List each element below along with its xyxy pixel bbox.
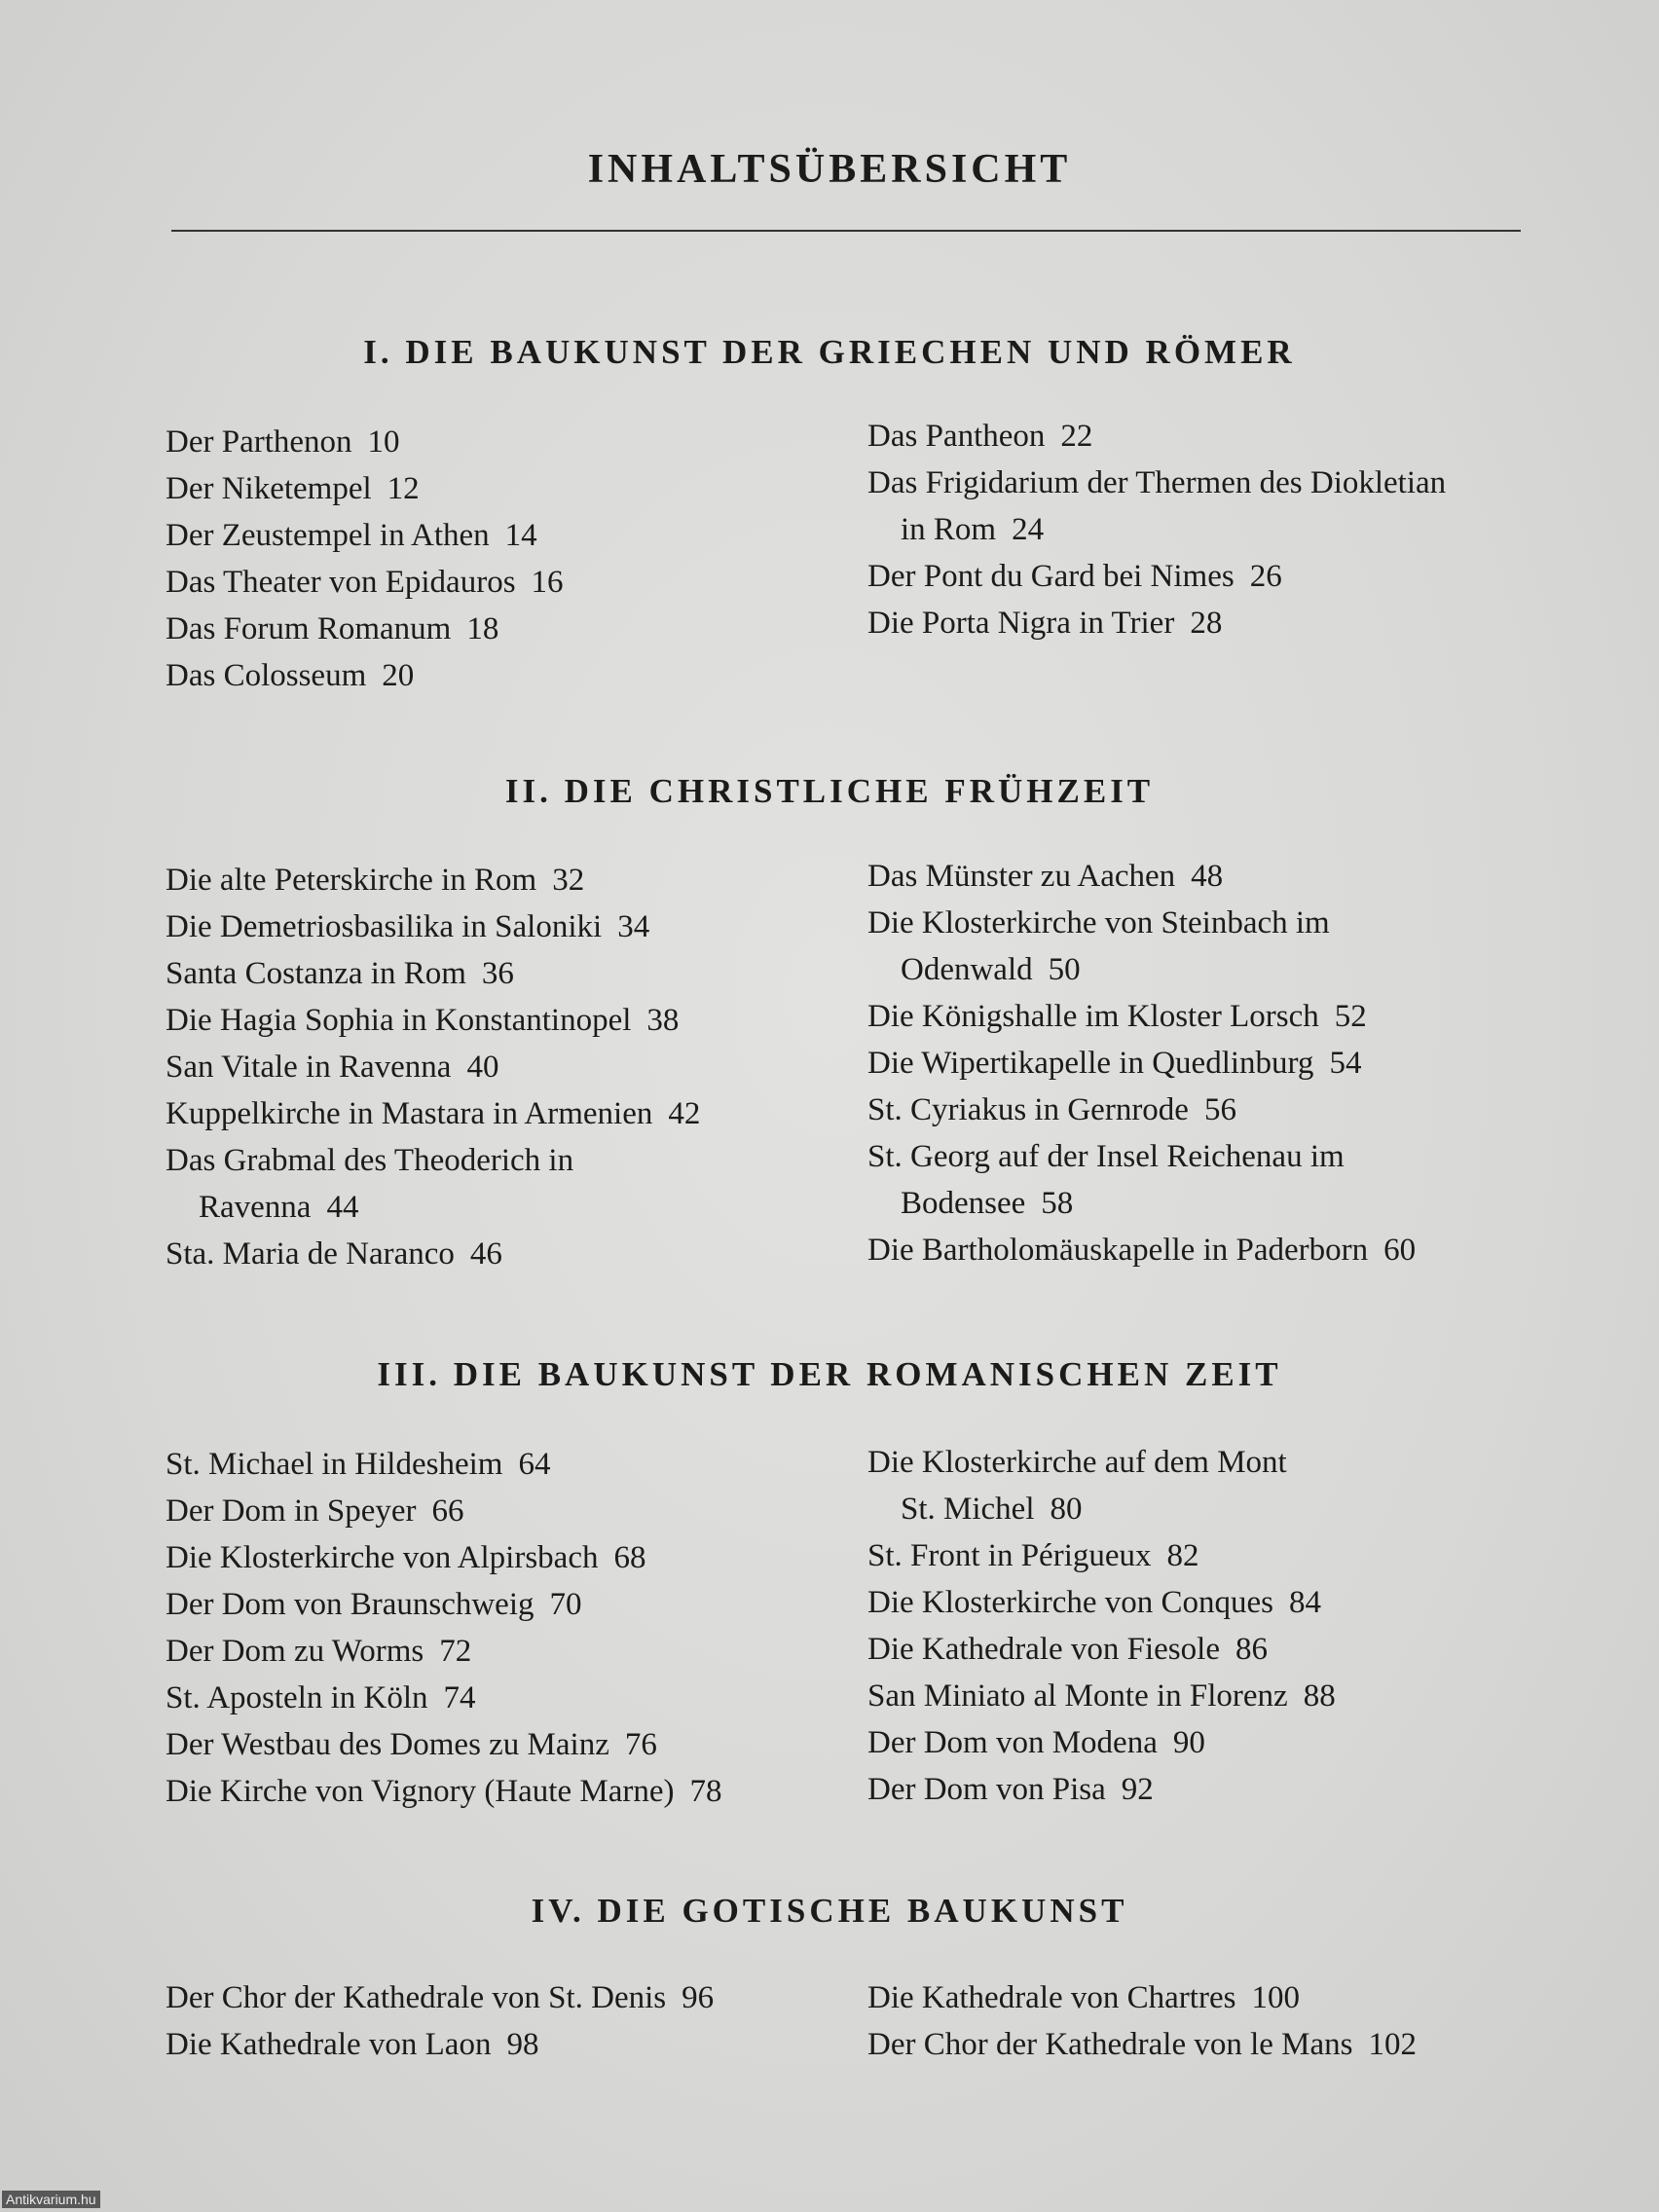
toc-entry-title: St. Michael in Hildesheim — [166, 1447, 503, 1482]
toc-entry-title: Der Chor der Kathedrale von le Mans — [867, 2027, 1353, 2062]
toc-entry-title: San Vitale in Ravenna — [166, 1050, 452, 1085]
toc-entry-page: 48 — [1191, 859, 1224, 894]
toc-entry-page: 44 — [326, 1190, 359, 1225]
toc-entry-page: 46 — [469, 1236, 502, 1272]
section-3-left-column — [166, 1441, 847, 1815]
watermark: Antikvarium.hu — [2, 2191, 100, 2208]
toc-entry-title: Die Klosterkirche auf dem Mont — [867, 1445, 1287, 1480]
toc-entry-page: 16 — [531, 565, 564, 600]
toc-entry — [867, 993, 1549, 1040]
section-heading-2: II. DIE CHRISTLICHE FRÜHZEIT — [504, 772, 1155, 810]
toc-entry-page: 50 — [1048, 952, 1081, 987]
toc-entry-title: Odenwald — [901, 952, 1033, 987]
toc-entry-title: Die alte Peterskirche in Rom — [166, 863, 537, 898]
toc-entry-title: Der Dom von Pisa — [867, 1772, 1106, 1807]
toc-entry — [166, 512, 847, 559]
toc-entry — [867, 506, 1549, 553]
toc-entry — [867, 553, 1549, 600]
toc-entry-title: Der Parthenon — [166, 424, 352, 460]
toc-entry-title: Die Klosterkirche von Steinbach im — [867, 905, 1330, 940]
toc-entry-title: Der Chor der Kathedrale von St. Denis — [166, 1980, 667, 2015]
toc-entry-title: Die Wipertikapelle in Quedlinburg — [867, 1046, 1314, 1081]
toc-entry-title: Die Demetriosbasilika in Saloniki — [166, 909, 603, 944]
toc-entry — [867, 1974, 1549, 2021]
toc-entry-title: Die Klosterkirche von Alpirsbach — [166, 1540, 599, 1575]
toc-entry-title: Die Klosterkirche von Conques — [867, 1585, 1273, 1620]
toc-entry-page: 22 — [1060, 419, 1093, 454]
toc-entry-page: 18 — [466, 611, 499, 646]
toc-entry-title: Die Bartholomäuskapelle in Paderborn — [867, 1233, 1369, 1268]
toc-entry — [867, 600, 1549, 646]
toc-entry — [166, 1488, 847, 1534]
toc-entry-title: Das Grabmal des Theoderich in — [166, 1143, 574, 1178]
toc-entry-title: Bodensee — [901, 1186, 1026, 1221]
toc-entry-title: Kuppelkirche in Mastara in Armenien — [166, 1096, 653, 1131]
toc-entry-page: 20 — [382, 658, 415, 693]
toc-entry-page: 90 — [1172, 1725, 1205, 1760]
toc-entry-page: 26 — [1249, 559, 1282, 594]
toc-entry — [166, 903, 847, 950]
toc-entry-page: 86 — [1235, 1632, 1268, 1667]
toc-entry-title: Der Westbau des Domes zu Mainz — [166, 1727, 609, 1762]
section-2-left-column — [166, 857, 847, 1277]
toc-entry — [166, 465, 847, 512]
toc-entry — [166, 1090, 847, 1137]
section-4-right-column — [867, 1974, 1549, 2068]
toc-entry-title: Das Colosseum — [166, 658, 367, 693]
toc-entry-title: Sta. Maria de Naranco — [166, 1236, 455, 1272]
toc-entry — [166, 1184, 847, 1231]
section-1-right-column — [867, 413, 1549, 646]
toc-entry-page: 64 — [518, 1447, 551, 1482]
toc-entry — [867, 946, 1549, 993]
toc-entry-page: 72 — [439, 1634, 472, 1669]
toc-entry-page: 24 — [1012, 512, 1045, 547]
toc-entry-page: 98 — [506, 2027, 539, 2062]
toc-entry — [166, 1675, 847, 1721]
section-3-right-column — [867, 1439, 1549, 1813]
toc-entry-title: Der Dom zu Worms — [166, 1634, 424, 1669]
toc-entry — [867, 1040, 1549, 1087]
toc-entry-title: Der Pont du Gard bei Nimes — [867, 559, 1235, 594]
toc-entry — [166, 2021, 847, 2068]
toc-entry — [867, 1133, 1549, 1180]
toc-entry — [166, 997, 847, 1044]
toc-entry — [166, 950, 847, 997]
toc-entry-page: 28 — [1190, 606, 1223, 641]
toc-entry-page: 82 — [1166, 1538, 1199, 1573]
toc-entry-title: in Rom — [901, 512, 997, 547]
toc-entry-title: Das Theater von Epidauros — [166, 565, 516, 600]
toc-entry — [867, 900, 1549, 946]
toc-entry — [867, 853, 1549, 900]
toc-entry-page: 76 — [624, 1727, 657, 1762]
toc-entry-page: 92 — [1121, 1772, 1154, 1807]
toc-entry-title: Der Zeustempel in Athen — [166, 518, 490, 553]
toc-entry-page: 36 — [481, 956, 514, 991]
toc-entry — [867, 1673, 1549, 1719]
toc-entry-page: 100 — [1251, 1980, 1300, 2015]
toc-entry-page: 40 — [466, 1050, 499, 1085]
toc-entry-page: 32 — [552, 863, 585, 898]
toc-entry-title: Der Niketempel — [166, 471, 372, 506]
toc-entry-title: St. Georg auf der Insel Reichenau im — [867, 1139, 1345, 1174]
toc-entry-page: 52 — [1334, 999, 1367, 1034]
section-heading-4: IV. DIE GOTISCHE BAUKUNST — [531, 1892, 1128, 1930]
toc-entry-page: 54 — [1329, 1046, 1362, 1081]
toc-entry-page: 70 — [549, 1587, 582, 1622]
toc-entry-page: 66 — [431, 1493, 464, 1529]
page-title: INHALTSÜBERSICHT — [587, 147, 1072, 192]
toc-entry-title: Das Münster zu Aachen — [867, 859, 1176, 894]
toc-entry-title: Ravenna — [199, 1190, 312, 1225]
toc-entry — [867, 1227, 1549, 1273]
toc-entry-title: St. Aposteln in Köln — [166, 1680, 428, 1715]
toc-entry-page: 56 — [1203, 1092, 1236, 1127]
toc-entry — [166, 606, 847, 652]
toc-entry-page: 10 — [367, 424, 400, 460]
toc-entry-page: 38 — [646, 1003, 680, 1038]
toc-entry — [166, 419, 847, 465]
toc-entry-title: Die Kathedrale von Fiesole — [867, 1632, 1220, 1667]
toc-entry — [867, 1766, 1549, 1813]
toc-entry — [166, 1534, 847, 1581]
toc-entry — [867, 1180, 1549, 1227]
toc-entry-title: Die Kathedrale von Chartres — [867, 1980, 1236, 2015]
toc-entry-title: St. Front in Périgueux — [867, 1538, 1152, 1573]
toc-entry — [166, 1441, 847, 1488]
toc-entry-page: 58 — [1041, 1186, 1074, 1221]
toc-entry-title: Die Kathedrale von Laon — [166, 2027, 492, 2062]
toc-entry — [867, 1626, 1549, 1673]
section-4-left-column — [166, 1974, 847, 2068]
toc-entry — [166, 1721, 847, 1768]
toc-entry-page: 74 — [443, 1680, 476, 1715]
toc-entry — [867, 460, 1549, 506]
toc-entry — [867, 1087, 1549, 1133]
section-1-left-column — [166, 419, 847, 699]
toc-entry — [867, 1486, 1549, 1532]
toc-entry-page: 84 — [1289, 1585, 1321, 1620]
toc-entry-page: 88 — [1303, 1678, 1336, 1714]
toc-entry — [166, 1137, 847, 1184]
title-rule — [171, 230, 1521, 232]
toc-entry-title: Das Frigidarium der Thermen des Diokletian — [867, 465, 1447, 500]
toc-entry-page: 102 — [1368, 2027, 1417, 2062]
toc-entry-page: 80 — [1050, 1492, 1083, 1527]
toc-entry — [867, 1719, 1549, 1766]
toc-entry — [166, 1231, 847, 1277]
toc-entry-page: 78 — [689, 1774, 722, 1809]
toc-entry-title: St. Cyriakus in Gernrode — [867, 1092, 1189, 1127]
toc-entry-page: 68 — [613, 1540, 646, 1575]
toc-entry-page: 34 — [617, 909, 650, 944]
toc-entry-title: San Miniato al Monte in Florenz — [867, 1678, 1288, 1714]
toc-entry — [867, 413, 1549, 460]
toc-entry-page: 42 — [668, 1096, 701, 1131]
toc-entry — [867, 2021, 1549, 2068]
toc-entry — [166, 652, 847, 699]
section-2-right-column — [867, 853, 1549, 1273]
toc-entry-title: Der Dom von Modena — [867, 1725, 1158, 1760]
toc-entry-title: St. Michel — [901, 1492, 1035, 1527]
toc-entry-title: Der Dom von Braunschweig — [166, 1587, 535, 1622]
toc-entry-title: Das Forum Romanum — [166, 611, 452, 646]
toc-entry — [166, 559, 847, 606]
toc-entry — [166, 1974, 847, 2021]
toc-entry — [166, 1768, 847, 1815]
toc-entry-page: 12 — [387, 471, 420, 506]
toc-entry-title: Die Hagia Sophia in Konstantinopel — [166, 1003, 632, 1038]
section-heading-1: I. DIE BAUKUNST DER GRIECHEN UND RÖMER — [363, 333, 1296, 371]
toc-entry-page: 60 — [1383, 1233, 1417, 1268]
toc-entry — [166, 857, 847, 903]
toc-entry-title: Santa Costanza in Rom — [166, 956, 466, 991]
toc-entry-title: Der Dom in Speyer — [166, 1493, 417, 1529]
toc-entry — [166, 1581, 847, 1628]
toc-entry — [166, 1628, 847, 1675]
toc-entry-page: 14 — [504, 518, 537, 553]
toc-entry — [867, 1532, 1549, 1579]
toc-entry-page: 96 — [682, 1980, 715, 2015]
toc-entry-title: Das Pantheon — [867, 419, 1046, 454]
toc-entry — [867, 1579, 1549, 1626]
toc-entry-title: Die Königshalle im Kloster Lorsch — [867, 999, 1319, 1034]
toc-entry — [166, 1044, 847, 1090]
section-heading-3: III. DIE BAUKUNST DER ROMANISCHEN ZEIT — [377, 1355, 1282, 1393]
toc-entry-title: Die Kirche von Vignory (Haute Marne) — [166, 1774, 675, 1809]
toc-entry-title: Die Porta Nigra in Trier — [867, 606, 1175, 641]
toc-entry — [867, 1439, 1549, 1486]
